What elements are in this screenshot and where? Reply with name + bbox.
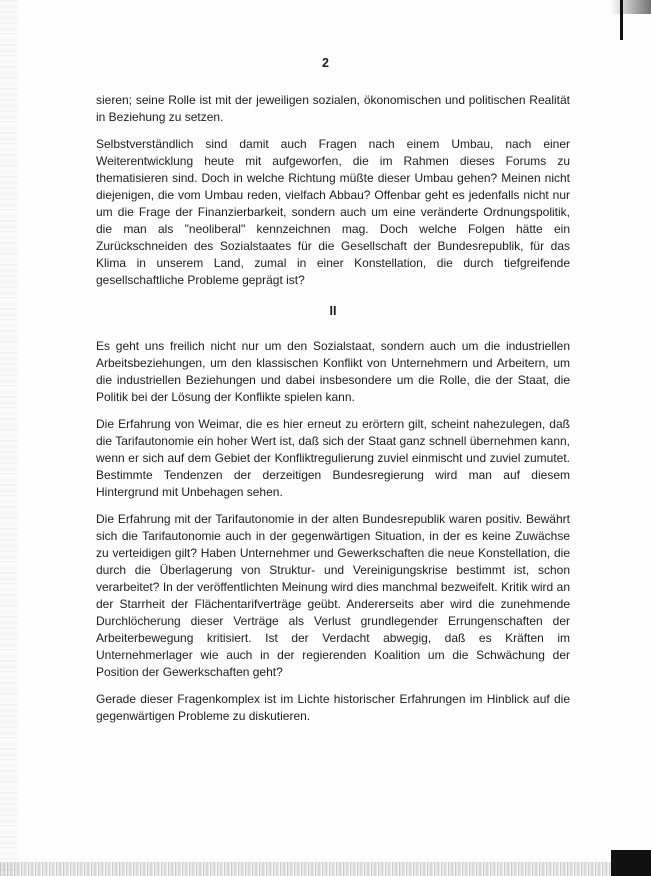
paragraph: Gerade dieser Fragenkomplex ist im Lichte historischer Erfahrungen im Hinblick auf die gegenwärtigen Probleme zu diskutieren. [96,692,570,723]
paragraph: Es geht uns freilich nicht nur um den Sozialstaat, sondern auch um die industriellen Arbeitsbeziehungen, um den klassischen Konflikt von Unternehmern und Arbeitern, um die industriellen Beziehungen und dabei insbesondere um die Rolle, die der Staat, die Politik bei der Lösung der Konflikte spielen kann. [96,339,570,404]
paragraph: Selbstverständlich sind damit auch Fragen nach einem Umbau, nach einer Weiterentwicklung heute mit aufgeworfen, die im Rahmen dieses Forums zu thematisieren sind. Doch in welche Richtung müßte dieser Umbau gehen? Meinen nicht diejenigen, die vom Umbau reden, vielfach Abbau? Offenbar geht es jedenfalls nicht nur um die Frage der Finanzierbarkeit, sondern auch um eine veränderte Ordnungspolitik, die man als "neoliberal" kennzeichnen mag. Doch welche Folgen hätte ein Zurückschneiden des Sozialstaates für die Gesellschaft der Bundesrepublik, für das Klima in unserem Land, zumal in einer Konstellation, die durch tiefgreifende gesellschaftliche Probleme geprägt ist? [96,137,570,287]
scan-edge-bottom [0,862,651,876]
scan-mark-right [620,0,623,40]
scan-corner-top-right [611,0,651,14]
paragraph: Die Erfahrung von Weimar, die es hier erneut zu erörtern gilt, scheint nahezulegen, daß die Tarifautonomie ein hoher Wert ist, daß sich der Staat ganz schnell übernehmen kann, wenn er sich auf dem Gebiet der Konfliktregulierung zuviel einmischt und zuviel zumutet. Bestimmte Tendenzen der derzeitigen Bundesregierung wird man auf diesem Hintergrund mit Unbehagen sehen. [96,417,570,499]
page-number: 2 [322,56,329,70]
scan-corner-bottom-right [611,850,651,876]
scan-edge-left [0,0,18,876]
paragraph: sieren; seine Rolle ist mit der jeweiligen sozialen, ökonomischen und politischen Realität in Beziehung zu setzen. [96,93,570,124]
section-numeral: II [329,304,337,318]
body-text [96,92,570,735]
paragraph: Die Erfahrung mit der Tarifautonomie in der alten Bundesrepublik waren positiv. Bewährt sich die Tarifautonomie auch in der gegenwärtigen Situation, in der es keine Zuwächse zu verteidigen gilt? Haben Unternehmer und Gewerkschaften die neue Konstellation, die durch die Überlagerung von Struktur- und Vereinigungskrise bestimmt ist, schon verarbeitet? In der veröffentlichten Meinung wird dies manchmal bezweifelt. Kritik wird an der Starrheit der Flächentarifverträge geübt. Andererseits aber wird die zunehmende Durchlöcherung dieser Verträge als Verlust grundlegender Errungenschaften der Arbeiterbewegung kritisiert. Ist der Verdacht abwegig, daß es Kräften im Unternehmerlager wie auch in der regierenden Koalition um die Schwächung der Position der Gewerkschaften geht? [96,512,570,679]
